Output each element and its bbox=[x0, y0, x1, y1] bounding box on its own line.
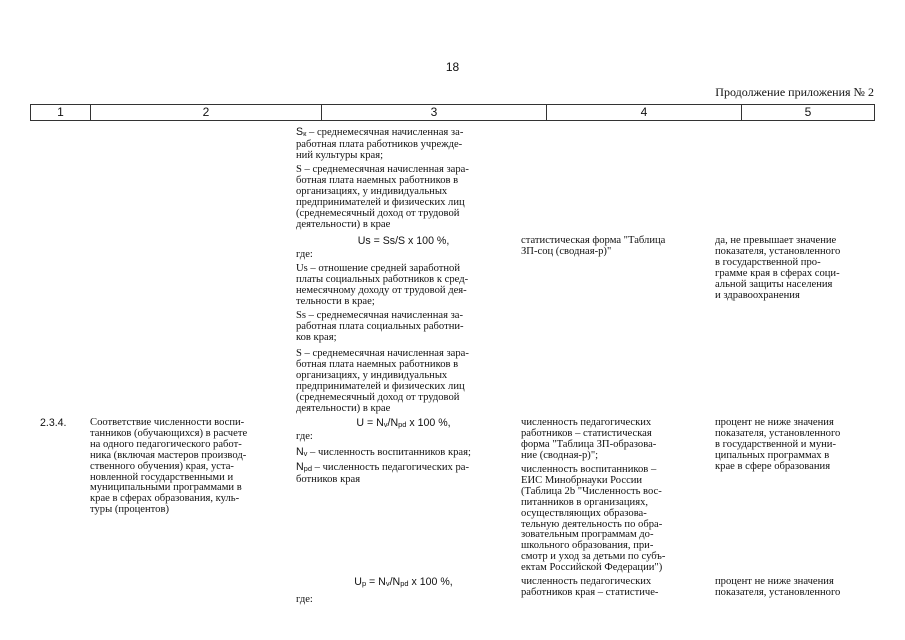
def-s-2: S – среднемесячная начисленная зара- ботная плата наемных работников в организациях, у индивидуальных предпринимателей и физических лиц (среднемесячный доход от трудовой деятельности) в крае bbox=[296, 348, 469, 414]
target-up: процент не ниже значения показателя, установленного bbox=[715, 576, 841, 598]
appendix-note: Продолжение приложения № 2 bbox=[715, 85, 874, 99]
where-label: где: bbox=[296, 249, 313, 260]
target-us: да, не превышает значение показателя, установленного в государственной про- грамме края в сферах соци- альной защиты населения и здравоохранения bbox=[715, 235, 841, 301]
def-nv: Nv – численность воспитанников края; bbox=[296, 446, 471, 458]
formula-u: U = Nv/Npd x 100 %, bbox=[356, 417, 451, 429]
where-label: где: bbox=[296, 431, 313, 442]
formula-up: Up = Nv/Npd x 100 %, bbox=[354, 576, 453, 588]
row-number: 2.3.4. bbox=[40, 417, 67, 429]
def-sk: Sк – среднемесячная начисленная за- работная плата работников учрежде- ний культуры края; bbox=[296, 126, 464, 161]
source-up: численность педагогических работников края – статистиче- bbox=[521, 576, 659, 598]
target-u: процент не ниже значения показателя, установленного в государственной и муни- ципальных программах в крае в сфере образования bbox=[715, 417, 841, 472]
source-us: статистическая форма "Таблица ЗП-соц (сводная-р)" bbox=[521, 235, 666, 257]
where-label: где: bbox=[296, 594, 313, 605]
source-u-pupils: численность воспитанников – ЕИС Минобрнауки России (Таблица 2b "Численность вос- питанников в организациях, осуществляющих образова- тельную деятельность по обра- зовательным программам до- школьного образования, при- смотр и уход за детьми по субъ- ектам Российской Федерации") bbox=[521, 464, 666, 574]
def-us: Us – отношение средней заработной платы социальных работников к сред- немесячному доходу от трудовой дея- тельности в крае; bbox=[296, 263, 469, 307]
def-ss: Ss – среднемесячная начисленная за- работная плата социальных работни- ков края; bbox=[296, 310, 464, 343]
header-col-1: 1 bbox=[57, 105, 64, 119]
header-col-3: 3 bbox=[321, 105, 546, 120]
header-col-5: 5 bbox=[741, 105, 874, 120]
def-npd: Npd – численность педагогических ра- ботников края bbox=[296, 461, 469, 485]
indicator-name: Соответствие численности воспи- танников (обучающихся) в расчете на одного педагогического работ- ника (включая мастеров производ- ственного обучения) края, уста- новленной государственными и муниципальными программами в крае в сферах образования, куль- туры (процентов) bbox=[90, 417, 248, 516]
def-s-1: S – среднемесячная начисленная зара- ботная плата наемных работников в организациях, у индивидуальных предпринимателей и физических лиц (среднемесячный доход от трудовой деятельности) в крае bbox=[296, 164, 469, 230]
formula-us: Us = Ss/S x 100 %, bbox=[357, 235, 450, 247]
page-number: 18 bbox=[445, 60, 460, 74]
header-col-4: 4 bbox=[546, 105, 741, 120]
header-col-2: 2 bbox=[90, 105, 321, 120]
source-u-staff: численность педагогических работников – статистическая форма "Таблица ЗП-образова- ние (сводная-р)"; bbox=[521, 417, 657, 461]
table-header-row bbox=[30, 104, 875, 121]
